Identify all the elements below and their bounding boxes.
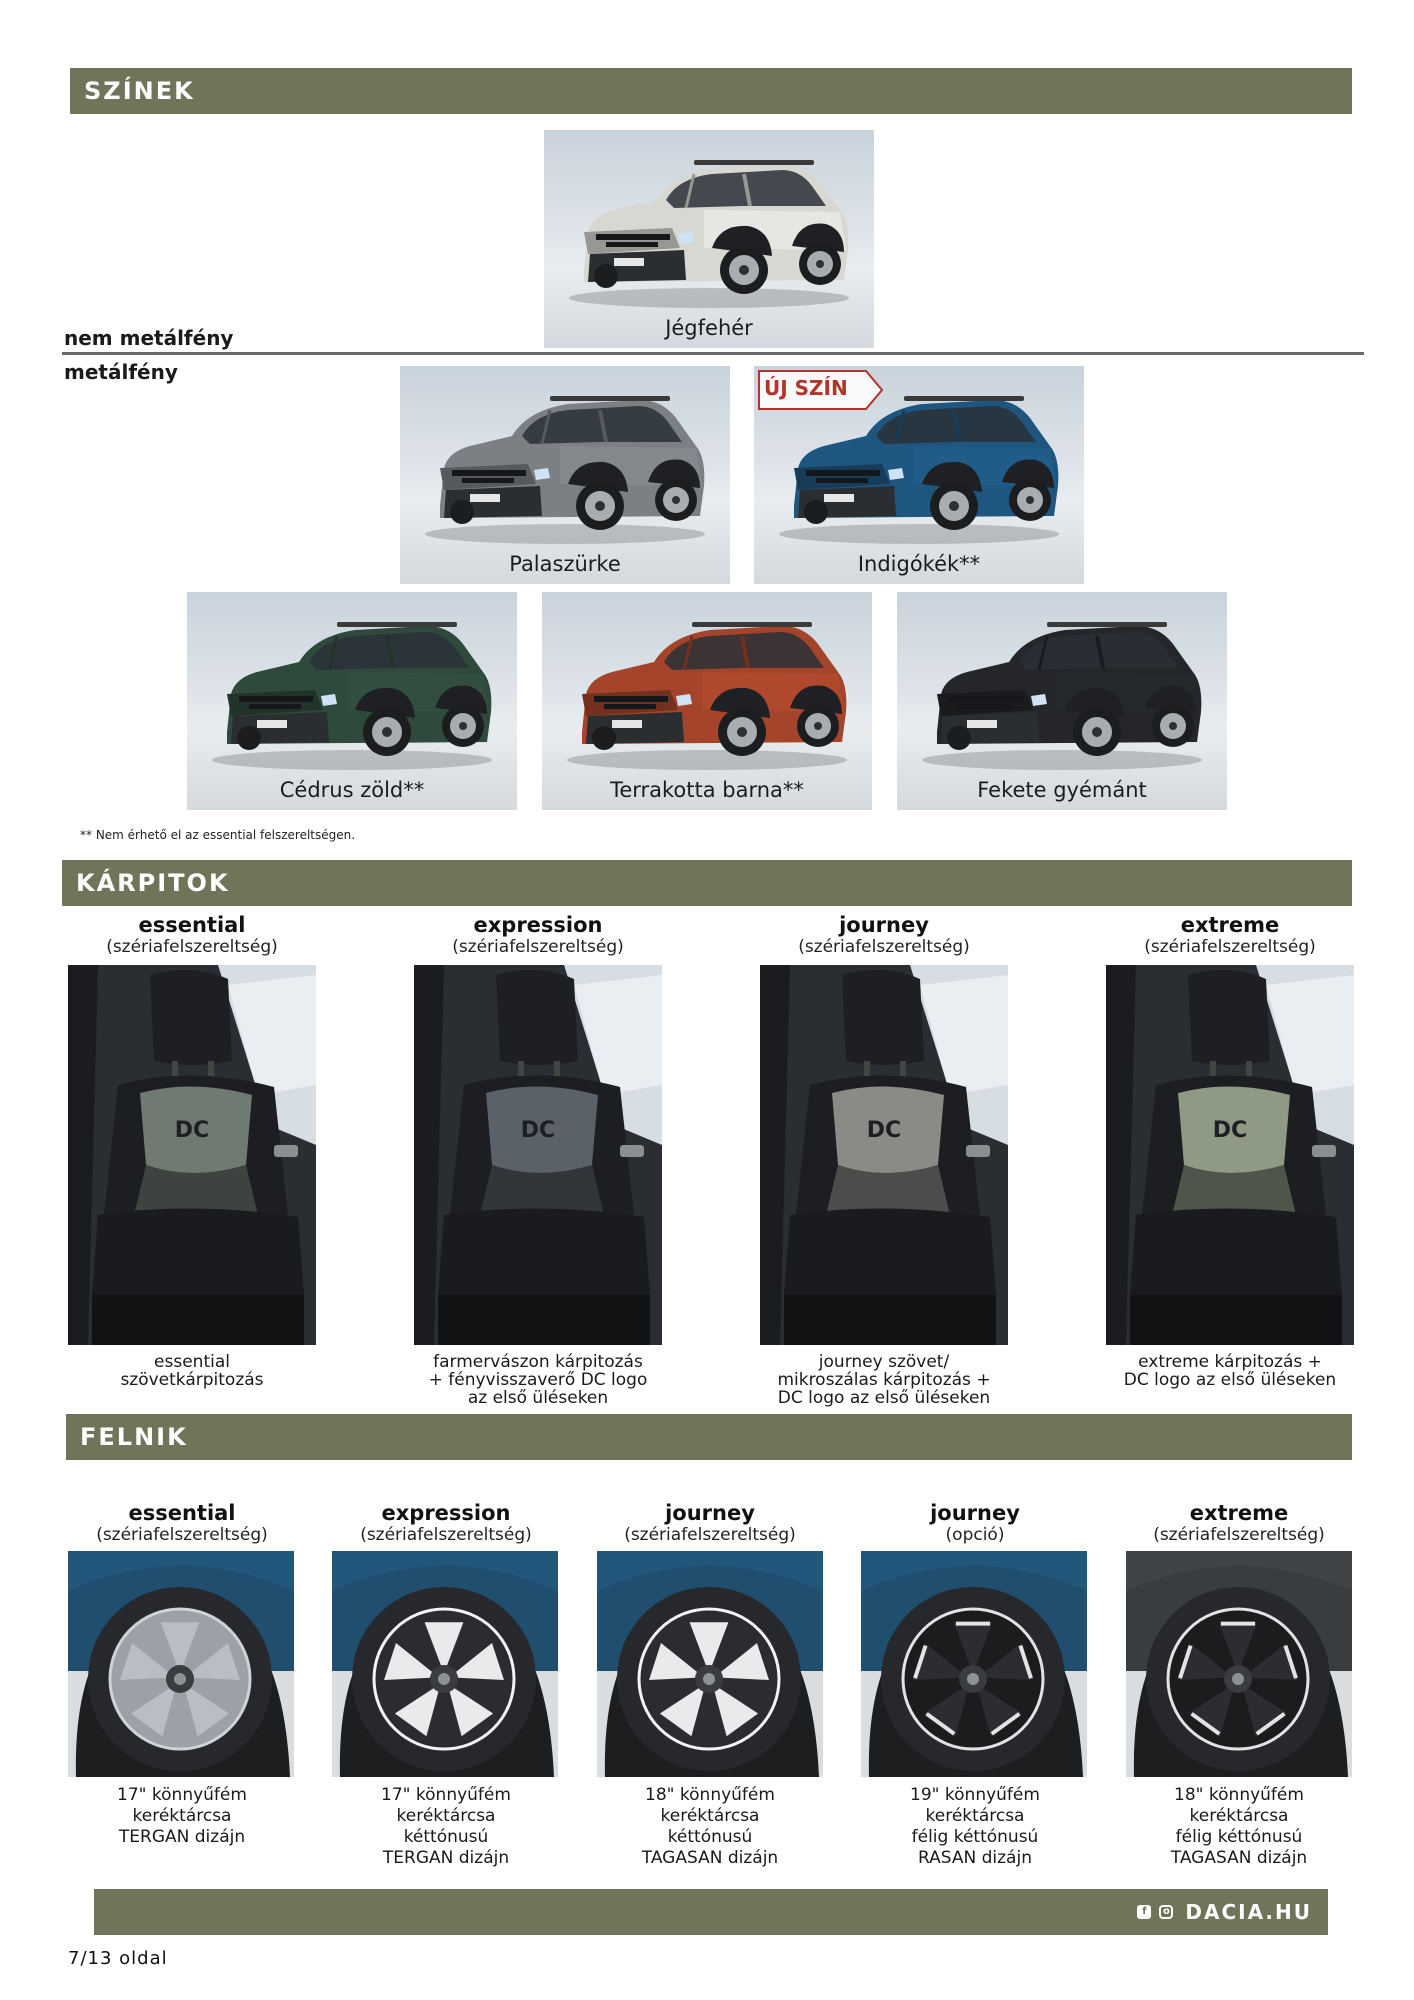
trim-name: journey <box>665 1501 755 1525</box>
new-color-badge <box>758 370 884 410</box>
trim-name: essential <box>138 913 246 937</box>
car-color-name: Fekete gyémánt <box>977 778 1147 802</box>
car-tile-indigokek <box>754 366 1084 584</box>
trim-name: extreme <box>1189 1501 1289 1525</box>
wheel-trim-heading <box>1119 1501 1359 1545</box>
svg-text:DC: DC <box>520 1118 556 1143</box>
colors-section-banner <box>70 68 1352 114</box>
wheel-illustration <box>861 1551 1087 1777</box>
desc-line: az első üléseken <box>467 1388 609 1408</box>
trim-name: expression <box>381 1501 511 1525</box>
wheels-section-banner <box>66 1414 1352 1460</box>
desc-line: + fényvisszaverő DC logo <box>428 1370 648 1390</box>
desc-line: 18" könnyűfém <box>1174 1785 1304 1805</box>
trim-name: expression <box>473 913 603 937</box>
desc-line: félig kéttónusú <box>911 1827 1039 1847</box>
car-tile-palaszurke <box>400 366 730 584</box>
trim-name: journey <box>930 1501 1020 1525</box>
car-tile-terrakotta-barna <box>542 592 872 810</box>
trim-status: (szériafelszereltség) <box>106 937 278 957</box>
wheel-photo-expression <box>332 1551 558 1777</box>
upholstery-trim-heading <box>414 913 662 957</box>
desc-line: TERGAN dizájn <box>118 1827 246 1847</box>
desc-line: 17" könnyűfém <box>117 1785 247 1805</box>
desc-line: essential <box>154 1352 230 1372</box>
trim-status: (szériafelszereltség) <box>452 937 624 957</box>
upholstery-description <box>58 1353 326 1389</box>
colors-footnote: ** Nem érhető el az essential felszereltségen. <box>80 828 356 842</box>
desc-line: keréktárcsa <box>132 1806 232 1826</box>
svg-text:DC: DC <box>1212 1118 1248 1143</box>
footer-bar <box>94 1889 1328 1935</box>
upholstery-section-title: KÁRPITOK <box>76 869 230 897</box>
upholstery-description <box>398 1353 678 1407</box>
upholstery-description <box>1090 1353 1370 1389</box>
desc-line: keréktárcsa <box>925 1806 1025 1826</box>
new-color-badge-text: ÚJ SZÍN <box>764 376 848 400</box>
svg-text:DC: DC <box>174 1118 210 1143</box>
seat-photo-essential <box>68 965 316 1345</box>
metallic-label: metálfény <box>64 360 178 384</box>
wheel-description <box>855 1785 1095 1869</box>
wheel-illustration <box>1126 1551 1352 1777</box>
colors-section-title: SZÍNEK <box>84 77 195 105</box>
wheel-photo-essential <box>68 1551 294 1777</box>
wheel-description <box>590 1785 830 1869</box>
trim-status: (szériafelszereltség) <box>624 1525 796 1545</box>
wheel-description <box>1119 1785 1359 1869</box>
desc-line: szövetkárpitozás <box>120 1370 264 1390</box>
desc-line: keréktárcsa <box>1189 1806 1289 1826</box>
trim-status: (szériafelszereltség) <box>96 1525 268 1545</box>
wheel-illustration <box>597 1551 823 1777</box>
wheel-description <box>62 1785 302 1848</box>
car-tile-jegfeher <box>544 130 874 348</box>
trim-name: essential <box>128 1501 236 1525</box>
upholstery-description <box>744 1353 1024 1407</box>
desc-line: TAGASAN dizájn <box>1170 1848 1308 1868</box>
car-tile-cedrus-zold <box>187 592 517 810</box>
wheel-trim-heading <box>326 1501 566 1545</box>
desc-line: journey szövet/ <box>818 1352 950 1372</box>
desc-line: keréktárcsa <box>660 1806 760 1826</box>
desc-line: kéttónusú <box>403 1827 489 1847</box>
wheel-illustration <box>332 1551 558 1777</box>
desc-line: félig kéttónusú <box>1175 1827 1303 1847</box>
instagram-icon[interactable]: o <box>1159 1905 1173 1919</box>
desc-line: DC logo az első üléseken <box>1123 1370 1337 1390</box>
non-metallic-label: nem metálfény <box>64 326 234 350</box>
upholstery-trim-heading <box>68 913 316 957</box>
wheel-photo-extreme <box>1126 1551 1352 1777</box>
desc-line: farmervászon kárpitozás <box>433 1352 643 1372</box>
trim-name: extreme <box>1180 913 1280 937</box>
trim-status: (szériafelszereltség) <box>360 1525 532 1545</box>
seat-photo-journey <box>760 965 1008 1345</box>
desc-line: kéttónusú <box>667 1827 753 1847</box>
desc-line: RASAN dizájn <box>918 1848 1032 1868</box>
upholstery-section-banner <box>62 860 1352 906</box>
desc-line: TERGAN dizájn <box>382 1848 510 1868</box>
section-divider <box>62 352 1364 355</box>
upholstery-trim-heading <box>760 913 1008 957</box>
trim-status: (szériafelszereltség) <box>798 937 970 957</box>
car-color-name: Cédrus zöld** <box>279 778 425 802</box>
wheel-photo-journey-option <box>861 1551 1087 1777</box>
wheel-photo-journey <box>597 1551 823 1777</box>
car-color-name: Palaszürke <box>509 552 621 576</box>
facebook-icon[interactable]: f <box>1137 1905 1151 1919</box>
seat-illustration <box>414 965 662 1345</box>
seat-illustration <box>1106 965 1354 1345</box>
desc-line: 18" könnyűfém <box>645 1785 775 1805</box>
svg-text:DC: DC <box>866 1118 902 1143</box>
desc-line: mikroszálas kárpitozás + <box>777 1370 991 1390</box>
page-number: 7/13 oldal <box>68 1948 168 1969</box>
seat-photo-expression <box>414 965 662 1345</box>
website-link[interactable]: DACIA.HU <box>1185 1900 1312 1924</box>
seat-photo-extreme <box>1106 965 1354 1345</box>
desc-line: extreme kárpitozás + <box>1138 1352 1322 1372</box>
car-color-name: Jégfehér <box>665 316 753 340</box>
trim-status: (opció) <box>945 1525 1005 1545</box>
seat-illustration <box>68 965 316 1345</box>
seat-illustration <box>760 965 1008 1345</box>
desc-line: 19" könnyűfém <box>910 1785 1040 1805</box>
trim-name: journey <box>839 913 929 937</box>
wheels-section-title: FELNIK <box>80 1423 188 1451</box>
car-tile-fekete-gyemant <box>897 592 1227 810</box>
upholstery-trim-heading <box>1106 913 1354 957</box>
wheel-trim-heading <box>590 1501 830 1545</box>
desc-line: 17" könnyűfém <box>381 1785 511 1805</box>
car-color-name: Terrakotta barna** <box>610 778 804 802</box>
wheel-illustration <box>68 1551 294 1777</box>
desc-line: DC logo az első üléseken <box>777 1388 991 1408</box>
desc-line: keréktárcsa <box>396 1806 496 1826</box>
desc-line: TAGASAN dizájn <box>641 1848 779 1868</box>
trim-status: (szériafelszereltség) <box>1144 937 1316 957</box>
car-color-name: Indigókék** <box>857 552 981 576</box>
wheel-trim-heading <box>855 1501 1095 1545</box>
trim-status: (szériafelszereltség) <box>1153 1525 1325 1545</box>
wheel-description <box>326 1785 566 1869</box>
wheel-trim-heading <box>62 1501 302 1545</box>
